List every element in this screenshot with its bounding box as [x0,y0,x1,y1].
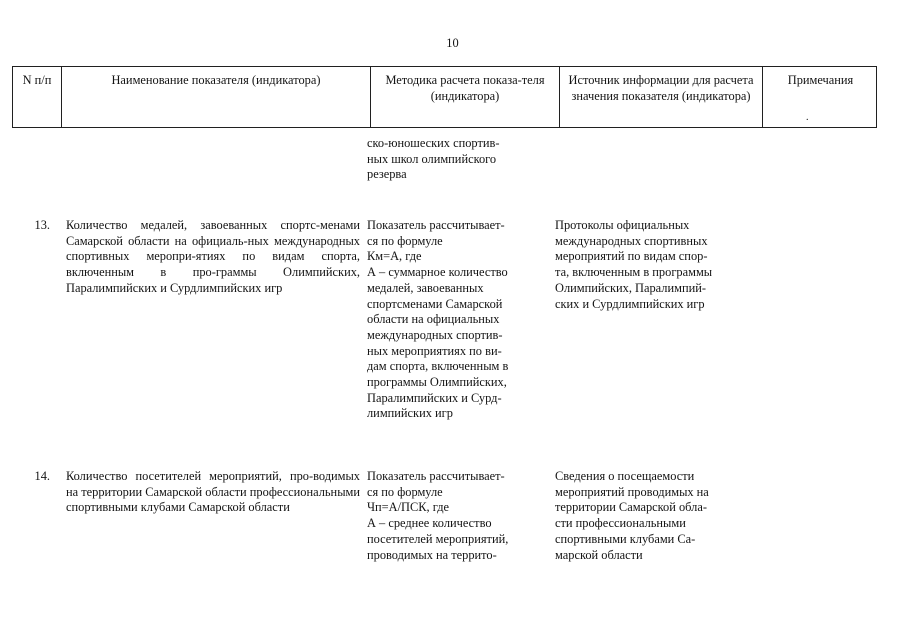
row-14-source: Сведения о посещаемости мероприятий проводимых на территории Самарской обла- сти профессиональными спортивными клубами Са- марской области [555,469,709,562]
row-14-name: Количество посетителей мероприятий, про-водимых на территории Самарской области профессиональными спортивными клубами Самарской области [66,469,360,515]
row-13-source: Протоколы официальных международных спортивных мероприятий по видам спор- та, включенным в программы Олимпийских, Паралимпий- ских и Сурдлимпийских игр [555,218,713,311]
continuation-method: ско-юношеских спортив- ных школ олимпийского резерва [367,136,500,182]
row-13-name: Количество медалей, завоеванных спортс-менами Самарской области на официаль-ных международных спортивных меропри-ятиях по видам спорта, включенным в про-граммы Олимпийских, Паралимпийских и Сурдлимпийских игр [66,218,360,295]
page-number: 10 [446,36,459,50]
header-col-notes: Примечания [787,73,854,87]
header-col-number: N п/п [13,67,62,127]
table-header [12,66,877,128]
notes-mark: . [806,112,809,123]
row-13-number: 13. [34,218,50,232]
header-col-method: Методика расчета показа-теля (индикатора) [371,67,560,127]
row-13-method: Показатель рассчитывает- ся по формуле Км=А, где А – суммарное количество медалей, завоеванных спортсменами Самарской области на официальных международных спортив- ных мероприятиях по ви- дам спорта, включенным в программы Олимпийских, Паралимпийских и Сурд- лимпийских игр [367,218,509,421]
row-14-number: 14. [34,469,50,483]
header-col-name: Наименование показателя (индикатора) [62,67,371,127]
row-14-method: Показатель рассчитывает- ся по формуле Чп=А/ПСК, где А – среднее количество посетителей мероприятий, проводимых на террито- [367,469,509,562]
header-col-source: Источник информации для расчета значения показателя (индикатора) [560,67,763,127]
